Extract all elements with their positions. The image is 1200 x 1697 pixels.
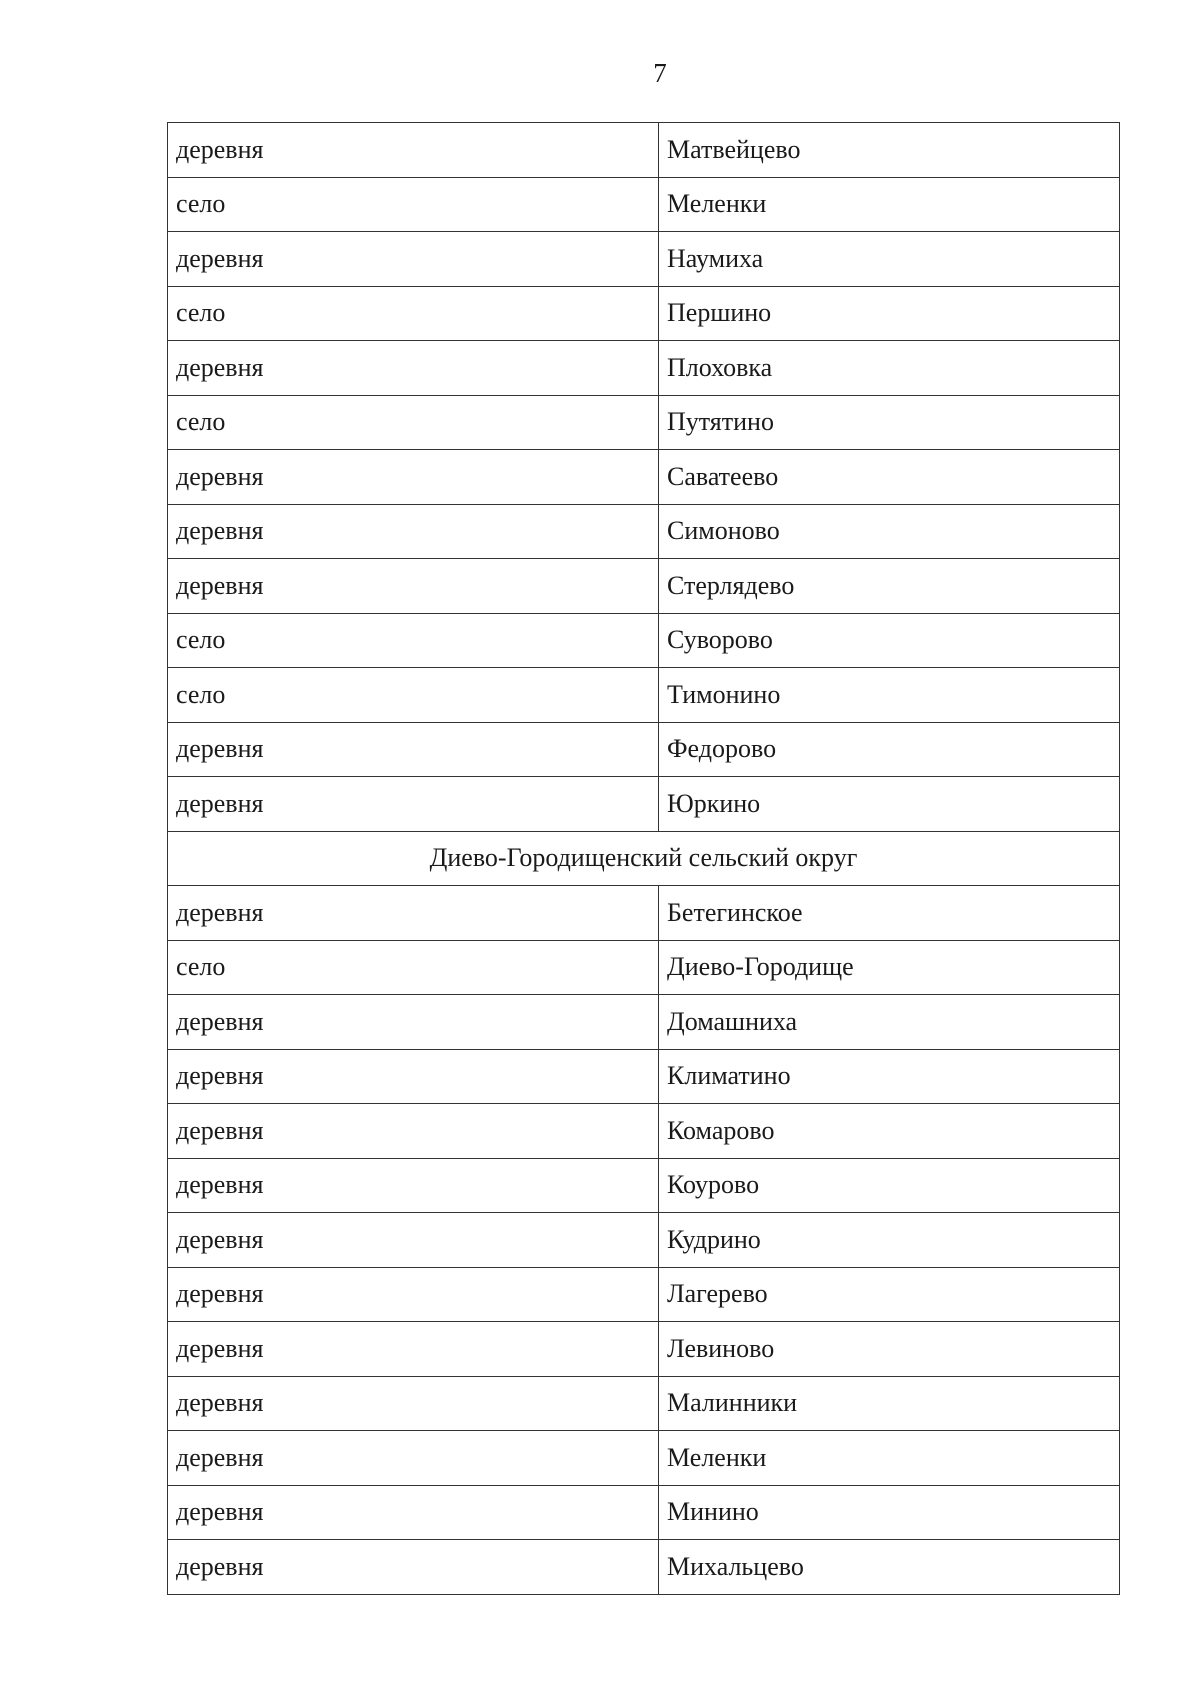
settlement-name-cell: Бетегинское bbox=[659, 886, 1120, 941]
table-row bbox=[168, 1049, 1120, 1104]
settlement-name-cell: Першино bbox=[659, 286, 1120, 341]
table-row bbox=[168, 886, 1120, 941]
settlement-type-cell: деревня bbox=[168, 1158, 659, 1213]
settlement-name-cell: Лагерево bbox=[659, 1267, 1120, 1322]
table-row bbox=[168, 1267, 1120, 1322]
table-row bbox=[168, 995, 1120, 1050]
settlement-type-cell: деревня bbox=[168, 559, 659, 614]
settlement-name-cell: Федорово bbox=[659, 722, 1120, 777]
settlement-type-cell: село bbox=[168, 613, 659, 668]
settlement-name-cell: Матвейцево bbox=[659, 123, 1120, 178]
settlement-name-cell: Юркино bbox=[659, 777, 1120, 832]
settlement-type-cell: деревня bbox=[168, 1104, 659, 1159]
settlement-name-cell: Малинники bbox=[659, 1376, 1120, 1431]
table-row bbox=[168, 1540, 1120, 1595]
settlement-name-cell: Михальцево bbox=[659, 1540, 1120, 1595]
settlement-name-cell: Плоховка bbox=[659, 341, 1120, 396]
table-row bbox=[168, 1322, 1120, 1377]
table-row bbox=[168, 450, 1120, 505]
table-row bbox=[168, 1485, 1120, 1540]
settlement-name-cell: Путятино bbox=[659, 395, 1120, 450]
settlement-name-cell: Саватеево bbox=[659, 450, 1120, 505]
section-title: Диево-Городищенский сельский округ bbox=[168, 831, 1120, 886]
settlement-name-cell: Кудрино bbox=[659, 1213, 1120, 1268]
settlement-name-cell: Климатино bbox=[659, 1049, 1120, 1104]
table-row bbox=[168, 504, 1120, 559]
settlement-type-cell: село bbox=[168, 395, 659, 450]
settlement-name-cell: Стерлядево bbox=[659, 559, 1120, 614]
settlement-type-cell: деревня bbox=[168, 1540, 659, 1595]
table-row bbox=[168, 286, 1120, 341]
table-row bbox=[168, 940, 1120, 995]
settlement-name-cell: Симоново bbox=[659, 504, 1120, 559]
table-row bbox=[168, 1158, 1120, 1213]
settlement-name-cell: Тимонино bbox=[659, 668, 1120, 723]
settlement-name-cell: Комарово bbox=[659, 1104, 1120, 1159]
settlement-type-cell: деревня bbox=[168, 341, 659, 396]
table-row bbox=[168, 1104, 1120, 1159]
table-row bbox=[168, 559, 1120, 614]
table-row bbox=[168, 1376, 1120, 1431]
settlement-type-cell: деревня bbox=[168, 1376, 659, 1431]
settlement-type-cell: деревня bbox=[168, 232, 659, 287]
settlement-name-cell: Меленки bbox=[659, 1431, 1120, 1486]
table-row bbox=[168, 177, 1120, 232]
settlement-type-cell: село bbox=[168, 668, 659, 723]
settlement-type-cell: деревня bbox=[168, 1267, 659, 1322]
settlement-type-cell: деревня bbox=[168, 1322, 659, 1377]
settlement-type-cell: деревня bbox=[168, 1485, 659, 1540]
table-row bbox=[168, 1213, 1120, 1268]
table-row bbox=[168, 341, 1120, 396]
settlement-type-cell: деревня bbox=[168, 504, 659, 559]
settlement-type-cell: деревня bbox=[168, 1431, 659, 1486]
settlement-name-cell: Наумиха bbox=[659, 232, 1120, 287]
settlement-name-cell: Коурово bbox=[659, 1158, 1120, 1213]
table-row bbox=[168, 123, 1120, 178]
settlement-type-cell: деревня bbox=[168, 995, 659, 1050]
settlement-name-cell: Домашниха bbox=[659, 995, 1120, 1050]
settlement-type-cell: деревня bbox=[168, 450, 659, 505]
settlement-name-cell: Суворово bbox=[659, 613, 1120, 668]
table-row bbox=[168, 777, 1120, 832]
table-row bbox=[168, 395, 1120, 450]
settlement-name-cell: Диево-Городище bbox=[659, 940, 1120, 995]
settlement-type-cell: деревня bbox=[168, 1213, 659, 1268]
table-row bbox=[168, 668, 1120, 723]
settlement-type-cell: деревня bbox=[168, 777, 659, 832]
settlement-type-cell: село bbox=[168, 940, 659, 995]
settlement-name-cell: Меленки bbox=[659, 177, 1120, 232]
settlement-type-cell: село bbox=[168, 286, 659, 341]
settlement-type-cell: село bbox=[168, 177, 659, 232]
table-row bbox=[168, 613, 1120, 668]
settlement-type-cell: деревня bbox=[168, 886, 659, 941]
settlements-table bbox=[167, 122, 1120, 1595]
settlement-type-cell: деревня bbox=[168, 123, 659, 178]
settlement-name-cell: Левиново bbox=[659, 1322, 1120, 1377]
settlements-table-body bbox=[168, 123, 1120, 1595]
table-row bbox=[168, 232, 1120, 287]
settlement-type-cell: деревня bbox=[168, 1049, 659, 1104]
table-row bbox=[168, 1431, 1120, 1486]
page-number: 7 bbox=[653, 58, 667, 88]
section-header-row bbox=[168, 831, 1120, 886]
settlement-type-cell: деревня bbox=[168, 722, 659, 777]
settlement-name-cell: Минино bbox=[659, 1485, 1120, 1540]
table-row bbox=[168, 722, 1120, 777]
